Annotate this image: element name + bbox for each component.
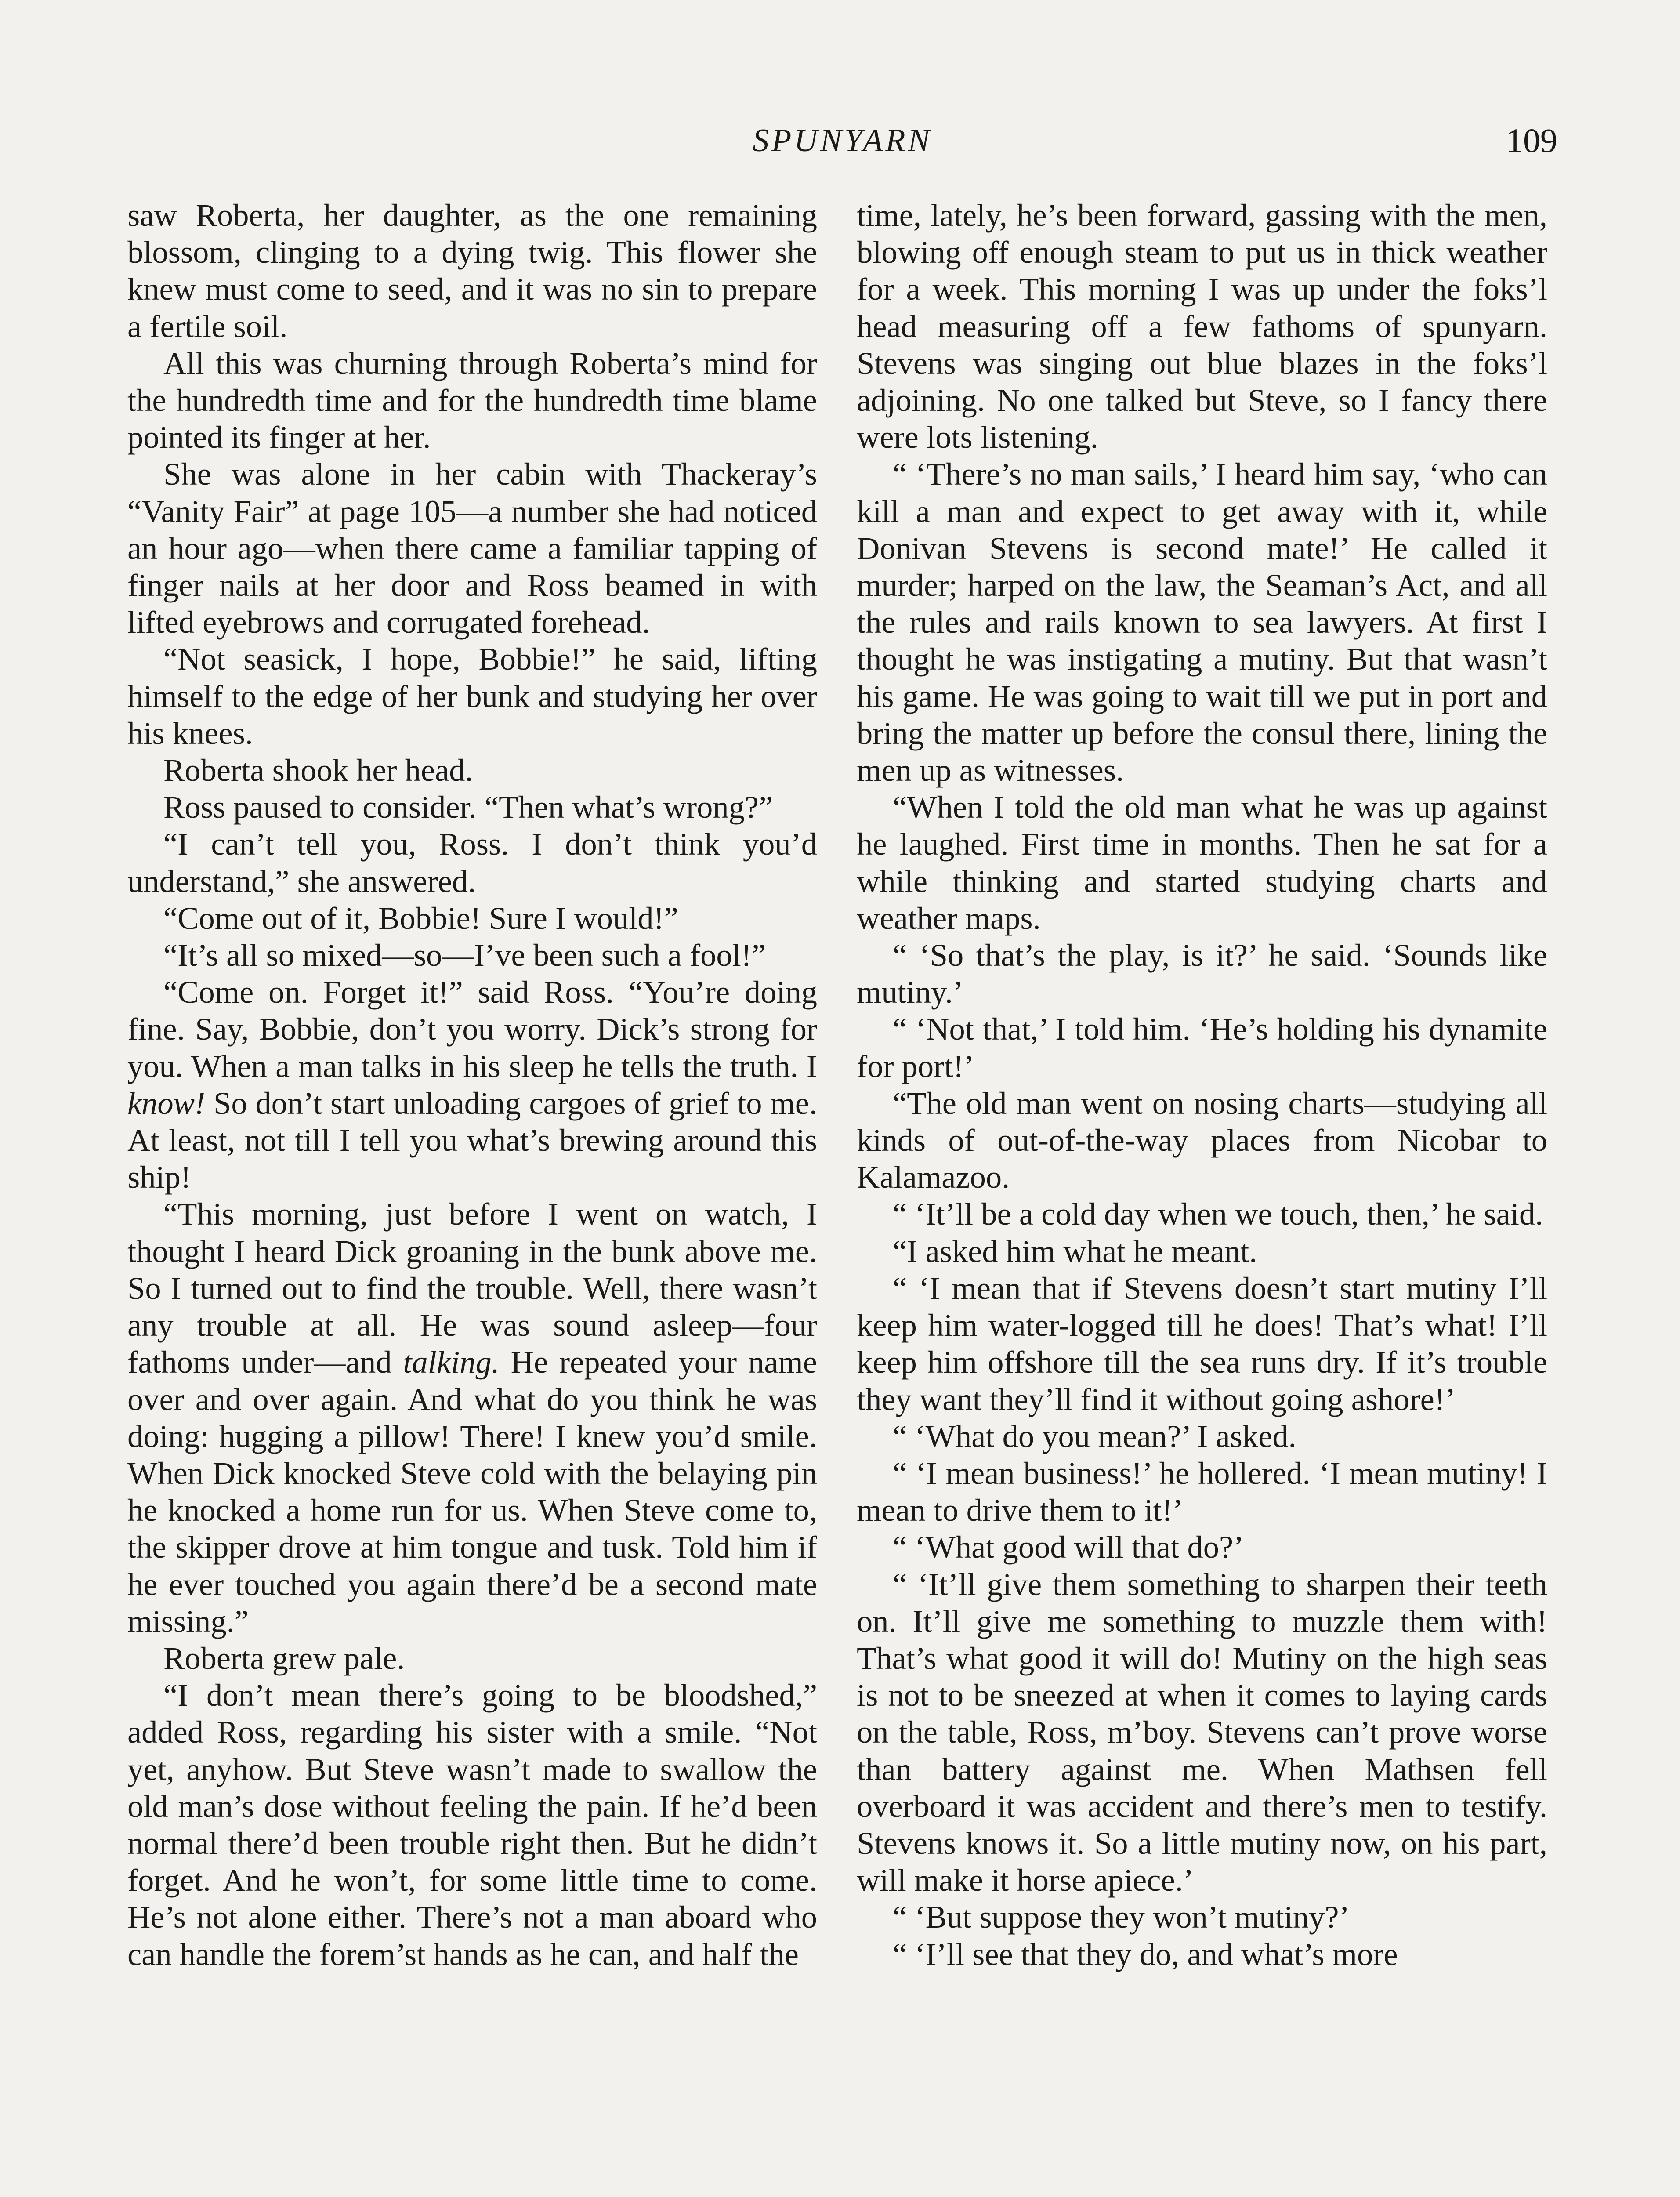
emphasized-text: know! <box>127 1085 206 1121</box>
paragraph: “The old man went on nosing charts—studying all kinds of out-of-the-way places from Nicobar to Kalamazoo. <box>857 1085 1547 1195</box>
paragraph-continued: time, lately, he’s been forward, gassing with the men, blowing off enough steam to put us in thick weather for a week. This morning I was up under the foks’l head measuring off a few fathoms of spunyarn. Stevens was singing out blue blazes in the foks’l adjoining. No one talked but Steve, so I fancy there were lots listening. <box>857 197 1547 455</box>
paragraph-text: “This morning, just before I went on watch, I thought I heard Dick groaning in the bunk above me. So I turned out to find the trouble. Well, there wasn’t any trouble at all. He was sound asleep—four fathoms under—and <box>127 1196 817 1380</box>
paragraph: “ ‘There’s no man sails,’ I heard him say, ‘who can kill a man and expect to get away with it, while Donivan Stevens is second mate!’ He called it murder; harped on the law, the Seaman’s Act, and all the rules and rails known to sea lawyers. At first I thought he was instigating a mutiny. But that wasn’t his game. He was going to wait till we put in port and bring the matter up before the consul there, lining the men up as witnesses. <box>857 456 1547 788</box>
paragraph: “I can’t tell you, Ross. I don’t think you’d understand,” she answered. <box>127 826 817 899</box>
paragraph: “ ‘I mean business!’ he hollered. ‘I mean mutiny! I mean to drive them to it!’ <box>857 1455 1547 1528</box>
paragraph: “ ‘I mean that if Stevens doesn’t start mutiny I’ll keep him water-logged till he does! That’s what! I’ll keep him offshore till the sea runs dry. If it’s trouble they want they’ll find it without going ashore!’ <box>857 1270 1547 1417</box>
paragraph: Roberta grew pale. <box>163 1640 405 1676</box>
paragraph: All this was churning through Roberta’s mind for the hundredth time and for the hundredth time blame pointed its finger at her. <box>127 345 817 455</box>
page-number: 109 <box>1506 121 1557 160</box>
paragraph: “Not seasick, I hope, Bobbie!” he said, lifting himself to the edge of her bunk and studying her over his knees. <box>127 641 817 751</box>
right-text-column <box>857 197 1547 1973</box>
paragraph-text: So don’t start unloading cargoes of grief to me. At least, not till I tell you what’s brewing around this ship! <box>127 1085 817 1195</box>
paragraph: “ ‘But suppose they won’t mutiny?’ <box>893 1899 1350 1935</box>
left-text-column <box>127 197 817 1973</box>
paragraph: “When I told the old man what he was up against he laughed. First time in months. Then he sat for a while thinking and started studying charts and weather maps. <box>857 789 1547 936</box>
paragraph: “I asked him what he meant. <box>893 1233 1257 1269</box>
paragraph: “I don’t mean there’s going to be bloodshed,” added Ross, regarding his sister with a smile. “Not yet, anyhow. But Steve wasn’t made to swallow the old man’s dose without feeling the pain. If he’d been normal there’d been trouble right then. But he didn’t forget. And he won’t, for some little time to come. He’s not alone either. There’s not a man aboard who can handle the forem’st hands as he can, and half the <box>127 1677 817 1972</box>
paragraph: “ ‘I’ll see that they do, and what’s more <box>893 1936 1398 1972</box>
paragraph: “ ‘What good will that do?’ <box>893 1529 1244 1565</box>
paragraph: “It’s all so mixed—so—I’ve been such a fool!” <box>163 937 766 973</box>
paragraph: “ ‘It’ll be a cold day when we touch, then,’ he said. <box>893 1196 1543 1232</box>
paragraph: She was alone in her cabin with Thackeray’s “Vanity Fair” at page 105—a number she had noticed an hour ago—when there came a familiar tapping of finger nails at her door and Ross beamed in with lifted eyebrows and corrugated forehead. <box>127 456 817 640</box>
emphasized-text: talking. <box>403 1344 500 1380</box>
paragraph <box>127 1196 817 1639</box>
paragraph: “Come out of it, Bobbie! Sure I would!” <box>163 900 678 936</box>
paragraph: Roberta shook her head. <box>163 752 473 788</box>
paragraph: “ ‘Not that,’ I told him. ‘He’s holding his dynamite for port!’ <box>857 1011 1547 1084</box>
paragraph-text: He repeated your name over and over again. And what do you think he was doing: hugging a pillow! There! I knew you’d smile. When Dick knocked Steve cold with the belaying pin he knocked a home run for us. When Steve come to, the skipper drove at him tongue and tusk. Told him if he ever touched you again there’d be a second mate missing.” <box>127 1344 817 1639</box>
paragraph: “ ‘It’ll give them something to sharpen their teeth on. It’ll give me something to muzzle them with! That’s what good it will do! Mutiny on the high seas is not to be sneezed at when it comes to laying cards on the table, Ross, m’boy. Stevens can’t prove worse than battery against me. When Mathsen fell overboard it was accident and there’s men to testify. Stevens knows it. So a little mutiny now, on his part, will make it horse apiece.’ <box>857 1566 1547 1898</box>
paragraph: “ ‘So that’s the play, is it?’ he said. ‘Sounds like mutiny.’ <box>857 937 1547 1010</box>
paragraph: “ ‘What do you mean?’ I asked. <box>893 1418 1296 1454</box>
page-header <box>127 119 1557 167</box>
paragraph-text: “Come on. Forget it!” said Ross. “You’re doing fine. Say, Bobbie, don’t you worry. Dick’s strong for you. When a man talks in his sleep he tells the truth. I <box>127 974 817 1084</box>
paragraph: Ross paused to consider. “Then what’s wrong?” <box>163 789 773 825</box>
paragraph-continued: saw Roberta, her daughter, as the one remaining blossom, clinging to a dying twig. This flower she knew must come to seed, and it was no sin to prepare a fertile soil. <box>127 197 817 344</box>
running-title: SPUNYARN <box>753 123 932 159</box>
paragraph <box>127 974 817 1196</box>
